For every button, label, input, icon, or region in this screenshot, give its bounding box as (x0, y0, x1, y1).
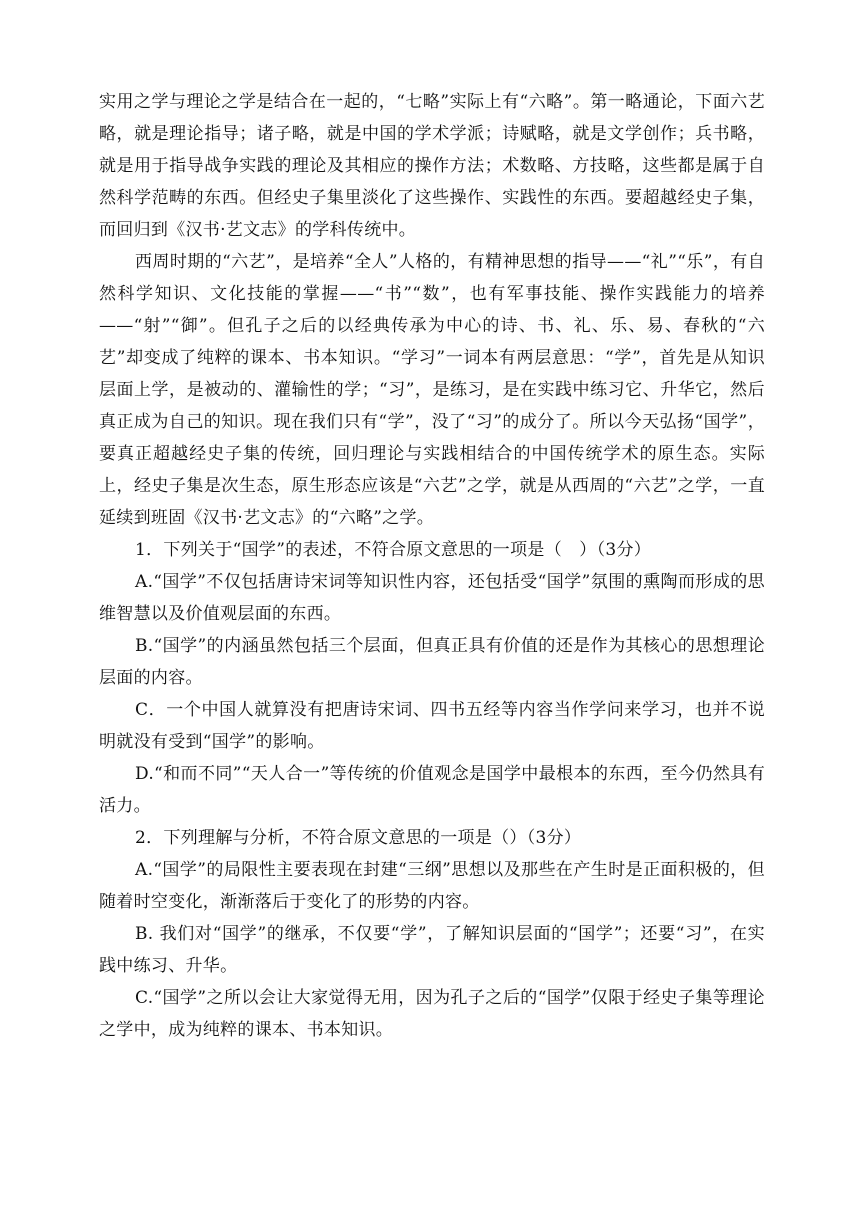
question-2-option-b: B. 我们对“国学”的继承，不仅要“学”，了解知识层面的“国学”；还要“习”，在实践中练习、升华。 (99, 924, 765, 976)
question-2-option-c: C.“国学”之所以会让大家觉得无用，因为孔子之后的“国学”仅限于经史子集等理论之学中，成为纯粹的课本、书本知识。 (99, 988, 765, 1040)
document-body (99, 86, 765, 1046)
question-1-option-a: A.“国学”不仅包括唐诗宋词等知识性内容，还包括受“国学”氛围的熏陶而形成的思维智慧以及价值观层面的东西。 (99, 572, 765, 624)
question-1-option-c: C．一个中国人就算没有把唐诗宋词、四书五经等内容当作学问来学习，也并不说明就没有受到“国学”的影响。 (99, 700, 765, 752)
question-2-stem: 2．下列理解与分析，不符合原文意思的一项是（）（3分） (135, 828, 582, 848)
question-1-option-b: B.“国学”的内涵虽然包括三个层面，但真正具有价值的还是作为其核心的思想理论层面的内容。 (99, 636, 765, 688)
question-1-stem: 1．下列关于“国学”的表述，不符合原文意思的一项是（ ）（3分） (135, 540, 652, 560)
paragraph-qilue: 实用之学与理论之学是结合在一起的，“七略”实际上有“六略”。第一略通论，下面六艺略，就是理论指导；诸子略，就是中国的学术学派；诗赋略，就是文学创作；兵书略，就是用于指导战争实践的理论及其相应的操作方法；术数略、方技略，这些都是属于自然科学范畴的东西。但经史子集里淡化了这些操作、实践性的东西。要超越经史子集，而回归到《汉书·艺文志》的学科传统中。 (99, 92, 765, 240)
paragraph-liuyi: 西周时期的“六艺”，是培养“全人”人格的，有精神思想的指导——“礼”“乐”，有自然科学知识、文化技能的掌握——“书”“数”，也有军事技能、操作实践能力的培养——“射”“御”。但孔子之后的以经典传承为中心的诗、书、礼、乐、易、春秋的“六艺”却变成了纯粹的课本、书本知识。“学习”一词本有两层意思：“学”，首先是从知识层面上学，是被动的、灌输性的学；“习”，是练习，是在实践中练习它、升华它，然后真正成为自己的知识。现在我们只有“学”，没了“习”的成分了。所以今天弘扬“国学”，要真正超越经史子集的传统，回归理论与实践相结合的中国传统学术的原生态。实际上，经史子集是次生态，原生形态应该是“六艺”之学，就是从西周的“六艺”之学，一直延续到班固《汉书·艺文志》的“六略”之学。 (99, 252, 765, 528)
question-1-option-d: D.“和而不同”“天人合一”等传统的价值观念是国学中最根本的东西，至今仍然具有活力。 (99, 764, 765, 816)
question-2-option-a: A.“国学”的局限性主要表现在封建“三纲”思想以及那些在产生时是正面积极的，但随着时空变化，渐渐落后于变化了的形势的内容。 (99, 860, 765, 912)
